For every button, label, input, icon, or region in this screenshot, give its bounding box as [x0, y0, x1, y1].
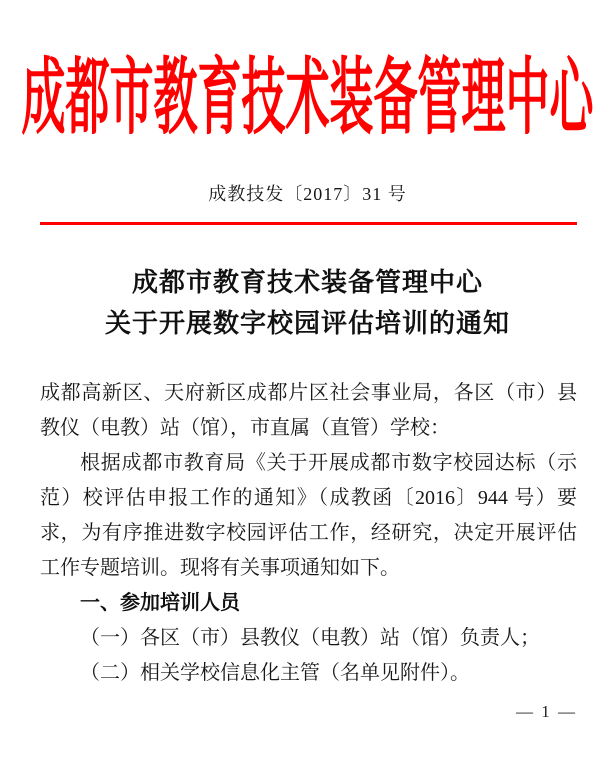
red-divider-line [40, 222, 577, 225]
list-item-1: （一）各区（市）县教仪（电教）站（馆）负责人； [80, 627, 540, 649]
document-title-line2: 关于开展数字校园评估培训的通知 [104, 309, 510, 338]
document-body [40, 376, 577, 691]
page-number: — 1 — [516, 702, 577, 721]
list-item-2: （二）相关学校信息化主管（名单见附件）。 [80, 662, 470, 684]
document-title-line1: 成都市教育技术装备管理中心 [131, 268, 483, 297]
salutation-paragraph: 成都高新区、天府新区成都片区社会事业局，各区（市）县教仪（电教）站（馆），市直属（直管）学校： [40, 382, 577, 439]
letterhead-org-name: 成都市教育技术装备管理中心 [21, 52, 594, 146]
intro-paragraph: 根据成都市教育局《关于开展成都市数字校园达标（示范）校评估申报工作的通知》（成教函〔2016〕944 号）要求，为有序推进数字校园评估工作，经研究，决定开展评估工作专题培训。现将有关事项通知如下。 [40, 452, 577, 579]
document-title [0, 262, 615, 344]
section-1-heading: 一、参加培训人员 [80, 592, 240, 614]
document-number: 成教技发〔2017〕31 号 [208, 184, 407, 204]
